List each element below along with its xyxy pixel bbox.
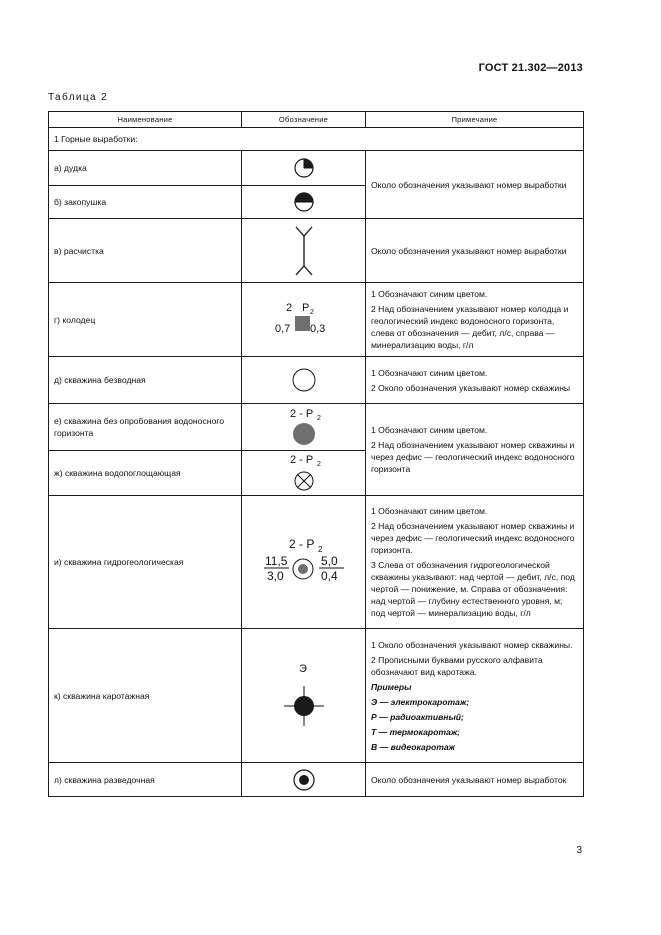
note-text: 2 Прописными буквами русского алфавита обозначают вид каротажа. xyxy=(371,654,543,677)
hydro-borehole-icon xyxy=(254,534,354,590)
exploration-borehole-icon xyxy=(289,765,319,795)
borehole-label-subscript: 2 xyxy=(316,461,321,468)
table-row-e xyxy=(49,404,584,451)
level-depth-value: 5,0 xyxy=(320,554,338,568)
borehole-label: 2 - P xyxy=(289,408,313,420)
column-header-symbol: Обозначение xyxy=(242,112,366,128)
symbol-cell xyxy=(242,629,366,763)
table-row-g xyxy=(49,283,584,357)
table-row-l xyxy=(49,763,584,797)
document-header: ГОСТ 21.302—2013 xyxy=(478,62,583,74)
row-name: к) скважина каротажная xyxy=(49,629,242,763)
row-note xyxy=(366,496,584,629)
row-name: г) колодец xyxy=(49,283,242,357)
row-note xyxy=(366,629,584,763)
well-number-label: 2 xyxy=(285,301,292,314)
untested-borehole-icon xyxy=(274,405,334,449)
borehole-label: 2 - P xyxy=(289,454,313,466)
symbol-cell xyxy=(242,496,366,629)
note-text: 2 Над обозначением указывают номер колодца и геологический индекс водоносного горизонта, слева от обозначения — дебит, л/с, справа — минерализацию воды, г/л xyxy=(371,304,569,350)
table-header-row xyxy=(49,112,584,128)
symbol-cell xyxy=(242,451,366,496)
symbol-cell xyxy=(242,151,366,186)
table-row-d xyxy=(49,357,584,404)
examples-title: Примеры xyxy=(371,681,412,692)
drawdown-value: 3,0 xyxy=(266,569,284,583)
pit-symbol-icon xyxy=(289,153,319,183)
example-item: Р — радиоактивный; xyxy=(371,711,464,722)
symbol-cell xyxy=(242,283,366,357)
row-note xyxy=(366,151,584,219)
symbol-cell xyxy=(242,763,366,797)
row-note xyxy=(366,283,584,357)
symbol-cell xyxy=(242,404,366,451)
symbol-cell xyxy=(242,219,366,283)
well-symbol-icon xyxy=(264,295,344,345)
note-text: Около обозначения указывают номер выработок xyxy=(371,774,567,785)
table-row-v xyxy=(49,219,584,283)
row-note xyxy=(366,357,584,404)
row-name: л) скважина разведочная xyxy=(49,763,242,797)
example-item: В — видеокаротаж xyxy=(371,741,455,752)
note-text: 1 Обозначают синим цветом. xyxy=(371,425,488,435)
symbol-cell xyxy=(242,186,366,219)
column-header-name: Наименование xyxy=(49,112,242,128)
note-text: Около обозначения указывают номер выработки xyxy=(371,245,567,256)
well-index-subscript: 2 xyxy=(309,308,314,316)
row-name: б) закопушка xyxy=(49,186,242,219)
row-name: е) скважина без опробования водоносного горизонта xyxy=(49,404,242,451)
borehole-label-subscript: 2 xyxy=(317,545,322,554)
logging-type-label: Э xyxy=(298,662,307,675)
row-name: а) дудка xyxy=(49,151,242,186)
well-flow-label: 0,7 xyxy=(274,322,290,335)
example-item: Т — термокаротаж; xyxy=(371,726,461,737)
well-index-label: P xyxy=(301,301,309,314)
page-number: 3 xyxy=(576,845,582,856)
flow-value: 11,5 xyxy=(264,554,287,568)
row-name: и) скважина гидрогеологическая xyxy=(49,496,242,629)
logging-borehole-icon xyxy=(279,656,329,736)
symbol-cell xyxy=(242,357,366,404)
row-note xyxy=(366,763,584,797)
well-mineral-label: 0,3 xyxy=(309,322,325,335)
group-title: 1 Горные выработки: xyxy=(49,128,584,151)
row-name: д) скважина безводная xyxy=(49,357,242,404)
note-text: 1 Обозначают синим цветом. xyxy=(371,506,488,516)
note-text: 1 Около обозначения указывают номер скважины. xyxy=(371,639,573,650)
table-row-a xyxy=(49,151,584,186)
table-row-i xyxy=(49,496,584,629)
row-note xyxy=(366,404,584,496)
clearing-symbol-icon xyxy=(289,224,319,278)
row-name: в) расчистка xyxy=(49,219,242,283)
row-name: ж) скважина водопоглощающая xyxy=(49,451,242,496)
note-text: 3 Слева от обозначения гидрогеологической скважины указывают: над чертой — дебит, л/с, под чертой — понижение, м. Справа от обозначения: над чертой — глубину естественного уровня, м; под чертой — минерализацию воды, г/л xyxy=(371,560,575,618)
absorbing-borehole-icon xyxy=(274,452,334,494)
group-row xyxy=(49,128,584,151)
mineralization-value: 0,4 xyxy=(320,569,338,583)
note-text: 1 Обозначают синим цветом. xyxy=(371,289,488,299)
table-caption: Таблица 2 xyxy=(48,92,109,103)
column-header-note: Примечание xyxy=(366,112,584,128)
borehole-label: 2 - P xyxy=(288,537,314,551)
borehole-label-subscript: 2 xyxy=(316,415,321,422)
symbols-table xyxy=(48,111,584,797)
note-text: 2 Над обозначением указывают номер скважины и через дефис — геологический индекс водоносного горизонта xyxy=(371,440,575,474)
row-note xyxy=(366,219,584,283)
note-text: 2 Около обозначения указывают номер скважины xyxy=(371,382,571,393)
shallow-pit-symbol-icon xyxy=(289,187,319,217)
table-row-k xyxy=(49,629,584,763)
note-text: 2 Над обозначением указывают номер скважины и через дефис — геологический индекс водоносного горизонта. xyxy=(371,521,575,555)
dry-borehole-icon xyxy=(289,365,319,395)
note-text: 1 Обозначают синим цветом. xyxy=(371,367,488,378)
example-item: Э — электрокаротаж; xyxy=(371,696,470,707)
note-text: Около обозначения указывают номер выработки xyxy=(371,179,567,190)
